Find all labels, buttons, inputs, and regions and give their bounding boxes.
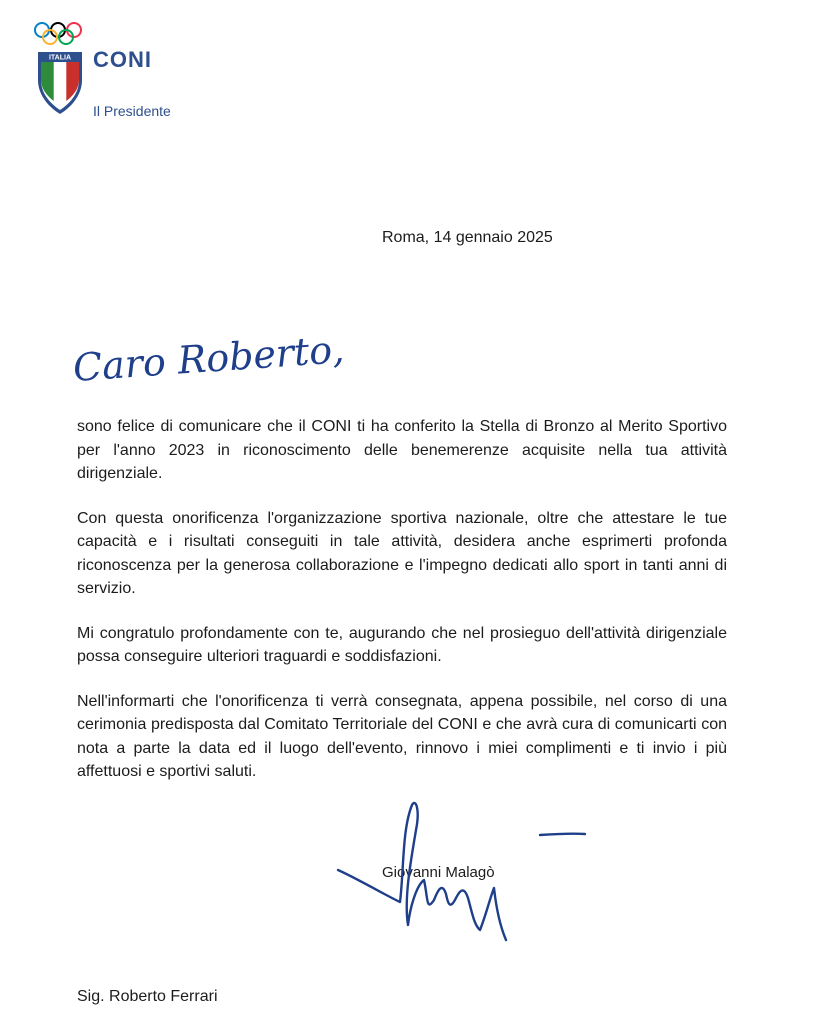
coni-logo	[32, 18, 92, 118]
handwritten-salutation	[70, 315, 370, 405]
italia-shield-icon	[38, 52, 82, 114]
signatory-name: Giovanni Malagò	[382, 864, 495, 881]
salutation-text: Caro Roberto,	[71, 327, 346, 390]
brand-name: CONI	[93, 47, 152, 72]
letter-body	[77, 415, 727, 805]
paragraph: Con questa onorificenza l'organizzazione sportiva nazionale, oltre che attestare le tue capacità e i risultati conseguiti in tale attività, desidera anche esprimerti profonda riconoscenza per la generosa collaborazione e l'impegno dedicati allo sport in tanti anni di servizio.	[77, 509, 727, 597]
president-title: Il Presidente	[93, 103, 171, 119]
paragraph: sono felice di comunicare che il CONI ti ha conferito la Stella di Bronzo al Merito Sportivo per l'anno 2023 in riconoscimento delle benemerenze acquisite nella tua attività dirigenziale.	[77, 418, 727, 482]
olympic-rings-icon	[35, 23, 81, 44]
letter-date: Roma, 14 gennaio 2025	[382, 229, 553, 246]
recipient-name: Sig. Roberto Ferrari	[77, 988, 218, 1005]
signature-icon	[330, 790, 610, 950]
paragraph: Nell'informarti che l'onorificenza ti verrà consegnata, appena possibile, nel corso di una cerimonia predisposta dal Comitato Territoriale del CONI e che avrà cura di comunicarti con nota a parte la data ed il luogo dell'evento, rinnovo i miei complimenti e ti invio i più affettuosi e sportivi saluti.	[77, 692, 727, 780]
logo-text: ITALIA	[48, 54, 72, 62]
paragraph: Mi congratulo profondamente con te, augurando che nel prosieguo dell'attività dirigenziale possa conseguire ulteriori traguardi e soddisfazioni.	[77, 624, 727, 665]
